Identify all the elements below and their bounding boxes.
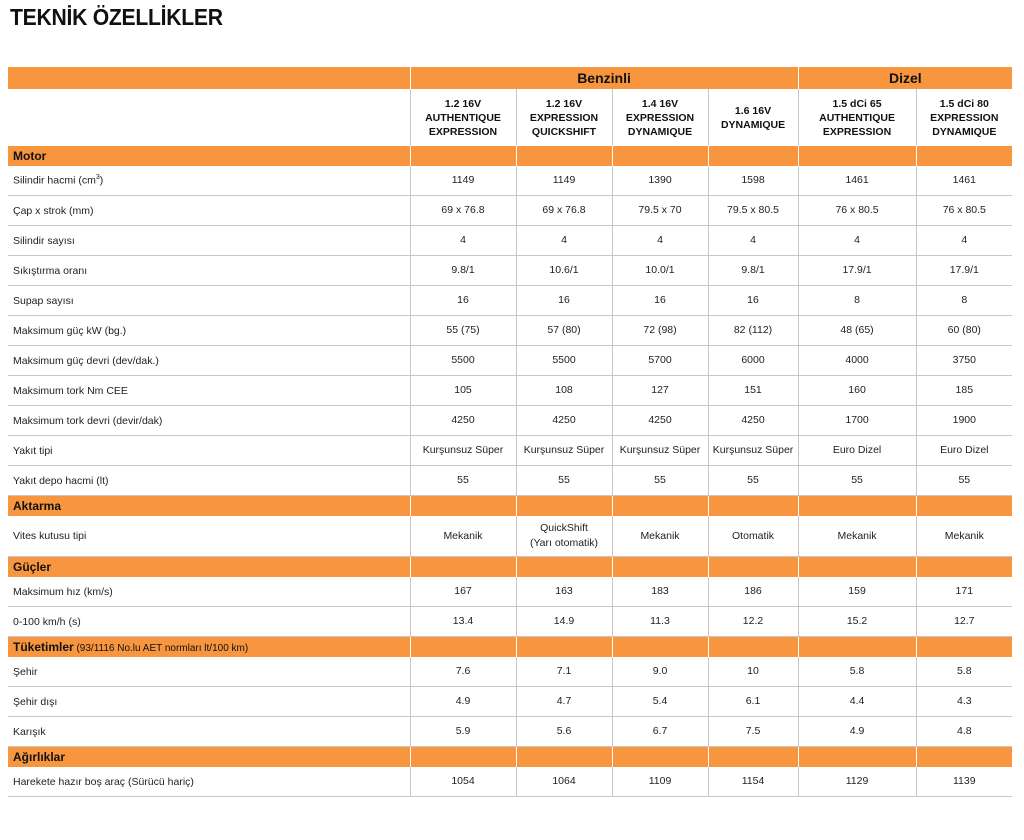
spec-label: Harekete hazır boş araç (Sürücü hariç) bbox=[13, 775, 194, 788]
spec-label-superscript: 3 bbox=[95, 174, 100, 182]
section-fill bbox=[916, 747, 1012, 768]
spec-value: 1149 bbox=[516, 166, 612, 196]
spec-value: 4.9 bbox=[410, 687, 516, 717]
spec-value: 4.9 bbox=[798, 717, 916, 747]
spec-value: Kurşunsuz Süper bbox=[612, 436, 708, 466]
spec-value: 55 bbox=[798, 466, 916, 496]
section-label: Aktarma bbox=[13, 499, 62, 513]
spec-label-cell bbox=[8, 376, 410, 406]
section-fill bbox=[798, 747, 916, 768]
spec-value: 55 bbox=[708, 466, 798, 496]
spec-value: 1461 bbox=[916, 166, 1012, 196]
spec-row bbox=[8, 196, 1012, 226]
page-title: TEKNİK ÖZELLİKLER bbox=[10, 4, 223, 30]
section-fill bbox=[708, 557, 798, 578]
spec-label-cell bbox=[8, 196, 410, 226]
spec-label-cell bbox=[8, 687, 410, 717]
spec-value: 1129 bbox=[798, 767, 916, 797]
spec-label: Maksimum tork devri (devir/dak) bbox=[13, 414, 163, 427]
spec-row bbox=[8, 346, 1012, 376]
spec-value: 4 bbox=[798, 226, 916, 256]
spec-value: 1064 bbox=[516, 767, 612, 797]
model-header-4: 1.6 16V DYNAMIQUE bbox=[708, 89, 798, 146]
spec-label-cell bbox=[8, 436, 410, 466]
section-fill bbox=[612, 496, 708, 517]
section-fill bbox=[916, 496, 1012, 517]
section-label: Tüketimler bbox=[13, 640, 74, 654]
spec-value: 9.0 bbox=[612, 657, 708, 687]
group-blank bbox=[8, 67, 410, 89]
spec-row bbox=[8, 466, 1012, 496]
spec-value: 151 bbox=[708, 376, 798, 406]
spec-value: 4250 bbox=[516, 406, 612, 436]
spec-value: 1109 bbox=[612, 767, 708, 797]
spec-value: 4250 bbox=[612, 406, 708, 436]
section-fill bbox=[516, 146, 612, 166]
section-fill bbox=[612, 146, 708, 166]
section-title bbox=[8, 747, 410, 768]
spec-value: 1390 bbox=[612, 166, 708, 196]
spec-value: Mekanik bbox=[410, 516, 516, 557]
section-label: Motor bbox=[13, 149, 47, 163]
section-fill bbox=[410, 747, 516, 768]
spec-value: 5.9 bbox=[410, 717, 516, 747]
section-title bbox=[8, 557, 410, 578]
spec-value: 1598 bbox=[708, 166, 798, 196]
spec-value: 4.8 bbox=[916, 717, 1012, 747]
section-fill bbox=[612, 557, 708, 578]
spec-row bbox=[8, 657, 1012, 687]
model-header-3: 1.4 16V EXPRESSION DYNAMIQUE bbox=[612, 89, 708, 146]
spec-label-cell bbox=[8, 607, 410, 637]
spec-value: 108 bbox=[516, 376, 612, 406]
spec-value: 1154 bbox=[708, 767, 798, 797]
spec-value: 48 (65) bbox=[798, 316, 916, 346]
section-label: Ağırlıklar bbox=[13, 750, 66, 764]
section-fill bbox=[798, 146, 916, 166]
spec-value: 5.6 bbox=[516, 717, 612, 747]
model-header-5: 1.5 dCi 65 AUTHENTIQUE EXPRESSION bbox=[798, 89, 916, 146]
spec-row bbox=[8, 406, 1012, 436]
spec-row bbox=[8, 687, 1012, 717]
spec-row bbox=[8, 376, 1012, 406]
spec-value: 4 bbox=[410, 226, 516, 256]
petrol-group-header: Benzinli bbox=[410, 67, 798, 89]
spec-value: 1054 bbox=[410, 767, 516, 797]
spec-label: Şehir dışı bbox=[13, 695, 58, 708]
spec-value: 4.3 bbox=[916, 687, 1012, 717]
spec-value: 10.6/1 bbox=[516, 256, 612, 286]
spec-row bbox=[8, 226, 1012, 256]
spec-label: Yakıt tipi bbox=[13, 444, 53, 457]
spec-row bbox=[8, 767, 1012, 797]
spec-body bbox=[8, 146, 1012, 797]
section-fill bbox=[410, 146, 516, 166]
spec-label-cell bbox=[8, 256, 410, 286]
model-header-1: 1.2 16V AUTHENTIQUE EXPRESSION bbox=[410, 89, 516, 146]
spec-value: 105 bbox=[410, 376, 516, 406]
spec-value: 6.1 bbox=[708, 687, 798, 717]
section-fill bbox=[916, 637, 1012, 658]
spec-value: 9.8/1 bbox=[410, 256, 516, 286]
spec-label: Sıkıştırma oranı bbox=[13, 264, 88, 277]
spec-value: Mekanik bbox=[916, 516, 1012, 557]
spec-value: 8 bbox=[798, 286, 916, 316]
fuel-group-row bbox=[8, 67, 1012, 89]
spec-value: 16 bbox=[612, 286, 708, 316]
spec-value: 4.7 bbox=[516, 687, 612, 717]
spec-value: 6000 bbox=[708, 346, 798, 376]
spec-value: 5700 bbox=[612, 346, 708, 376]
spec-value: 159 bbox=[798, 577, 916, 607]
spec-label: Çap x strok (mm) bbox=[13, 204, 94, 217]
spec-value: 55 bbox=[410, 466, 516, 496]
model-header-row bbox=[8, 89, 1012, 146]
spec-value: 5500 bbox=[516, 346, 612, 376]
spec-value: 3750 bbox=[916, 346, 1012, 376]
spec-row bbox=[8, 577, 1012, 607]
spec-value: 76 x 80.5 bbox=[916, 196, 1012, 226]
spec-value: 4 bbox=[516, 226, 612, 256]
spec-label: Maksimum hız (km/s) bbox=[13, 585, 113, 598]
spec-value: 57 (80) bbox=[516, 316, 612, 346]
spec-value: 7.5 bbox=[708, 717, 798, 747]
section-row bbox=[8, 146, 1012, 166]
spec-value: 5500 bbox=[410, 346, 516, 376]
spec-value: 7.1 bbox=[516, 657, 612, 687]
section-fill bbox=[798, 637, 916, 658]
spec-value: 15.2 bbox=[798, 607, 916, 637]
spec-label-cell bbox=[8, 346, 410, 376]
spec-label: Silindir hacmi (cm bbox=[13, 174, 96, 187]
spec-value: 163 bbox=[516, 577, 612, 607]
spec-value: 171 bbox=[916, 577, 1012, 607]
spec-value: 55 (75) bbox=[410, 316, 516, 346]
section-title bbox=[8, 637, 410, 658]
spec-label-cell bbox=[8, 406, 410, 436]
section-row bbox=[8, 496, 1012, 517]
spec-value: 55 bbox=[612, 466, 708, 496]
spec-row bbox=[8, 717, 1012, 747]
spec-value: 6.7 bbox=[612, 717, 708, 747]
spec-row bbox=[8, 516, 1012, 557]
spec-value: 1900 bbox=[916, 406, 1012, 436]
section-note: (93/1116 No.lu AET normları lt/100 km) bbox=[73, 643, 249, 654]
spec-value: 7.6 bbox=[410, 657, 516, 687]
spec-value: 72 (98) bbox=[612, 316, 708, 346]
section-fill bbox=[410, 557, 516, 578]
spec-value: 12.2 bbox=[708, 607, 798, 637]
spec-value: Kurşunsuz Süper bbox=[516, 436, 612, 466]
section-fill bbox=[708, 637, 798, 658]
section-title bbox=[8, 146, 410, 166]
spec-label: Maksimum güç kW (bg.) bbox=[13, 324, 127, 337]
spec-label: Vites kutusu tipi bbox=[13, 530, 87, 542]
section-fill bbox=[612, 637, 708, 658]
model-header-6: 1.5 dCi 80 EXPRESSION DYNAMIQUE bbox=[916, 89, 1012, 146]
section-fill bbox=[410, 637, 516, 658]
spec-label: Maksimum tork Nm CEE bbox=[13, 384, 128, 397]
spec-value: 185 bbox=[916, 376, 1012, 406]
spec-label-cell bbox=[8, 767, 410, 797]
spec-value: Kurşunsuz Süper bbox=[410, 436, 516, 466]
spec-table bbox=[8, 67, 1012, 797]
spec-label-cell bbox=[8, 286, 410, 316]
spec-value: 14.9 bbox=[516, 607, 612, 637]
spec-value: Euro Dizel bbox=[798, 436, 916, 466]
spec-row bbox=[8, 166, 1012, 196]
spec-value: 5.8 bbox=[798, 657, 916, 687]
spec-label: Supap sayısı bbox=[13, 294, 74, 307]
spec-value: 11.3 bbox=[612, 607, 708, 637]
spec-value: 69 x 76.8 bbox=[410, 196, 516, 226]
spec-value: 4 bbox=[612, 226, 708, 256]
spec-label: Şehir bbox=[13, 665, 38, 678]
spec-row bbox=[8, 316, 1012, 346]
spec-row bbox=[8, 286, 1012, 316]
section-fill bbox=[798, 496, 916, 517]
model-header-blank bbox=[8, 89, 410, 146]
spec-value: 10.0/1 bbox=[612, 256, 708, 286]
section-fill bbox=[516, 557, 612, 578]
spec-value: Euro Dizel bbox=[916, 436, 1012, 466]
spec-value: 4.4 bbox=[798, 687, 916, 717]
spec-value: 4250 bbox=[410, 406, 516, 436]
spec-label-cell bbox=[8, 316, 410, 346]
section-fill bbox=[516, 747, 612, 768]
spec-label-cell bbox=[8, 226, 410, 256]
spec-value: 12.7 bbox=[916, 607, 1012, 637]
spec-value: Otomatik bbox=[708, 516, 798, 557]
section-title bbox=[8, 496, 410, 517]
spec-value: 16 bbox=[410, 286, 516, 316]
spec-value: 60 (80) bbox=[916, 316, 1012, 346]
spec-value: Mekanik bbox=[612, 516, 708, 557]
section-fill bbox=[516, 496, 612, 517]
spec-label-cell bbox=[8, 466, 410, 496]
section-fill bbox=[916, 146, 1012, 166]
section-fill bbox=[612, 747, 708, 768]
spec-row bbox=[8, 436, 1012, 466]
spec-value: 79.5 x 80.5 bbox=[708, 196, 798, 226]
section-fill bbox=[708, 747, 798, 768]
section-fill bbox=[410, 496, 516, 517]
section-label: Güçler bbox=[13, 560, 52, 574]
spec-value: Mekanik bbox=[798, 516, 916, 557]
spec-label-cell bbox=[8, 717, 410, 747]
spec-value: 1700 bbox=[798, 406, 916, 436]
spec-label: Karışık bbox=[13, 725, 46, 738]
spec-value: QuickShift (Yarı otomatik) bbox=[516, 516, 612, 557]
spec-value: 5.4 bbox=[612, 687, 708, 717]
section-row bbox=[8, 747, 1012, 768]
section-fill bbox=[708, 146, 798, 166]
spec-label: Maksimum güç devri (dev/dak.) bbox=[13, 354, 159, 367]
spec-value: 55 bbox=[916, 466, 1012, 496]
section-fill bbox=[516, 637, 612, 658]
spec-value: 55 bbox=[516, 466, 612, 496]
spec-label-cell bbox=[8, 657, 410, 687]
spec-value: 16 bbox=[708, 286, 798, 316]
model-header-2: 1.2 16V EXPRESSION QUICKSHIFT bbox=[516, 89, 612, 146]
spec-label-cell bbox=[8, 516, 410, 557]
spec-value: Kurşunsuz Süper bbox=[708, 436, 798, 466]
spec-value: 76 x 80.5 bbox=[798, 196, 916, 226]
spec-value: 160 bbox=[798, 376, 916, 406]
spec-label: Yakıt depo hacmi (lt) bbox=[13, 474, 109, 487]
spec-value: 69 x 76.8 bbox=[516, 196, 612, 226]
spec-value: 167 bbox=[410, 577, 516, 607]
section-row bbox=[8, 557, 1012, 578]
spec-value: 13.4 bbox=[410, 607, 516, 637]
section-fill bbox=[798, 557, 916, 578]
spec-value: 9.8/1 bbox=[708, 256, 798, 286]
spec-value: 183 bbox=[612, 577, 708, 607]
diesel-group-header: Dizel bbox=[798, 67, 1012, 89]
spec-value: 1149 bbox=[410, 166, 516, 196]
spec-value: 79.5 x 70 bbox=[612, 196, 708, 226]
spec-value: 16 bbox=[516, 286, 612, 316]
spec-value: 10 bbox=[708, 657, 798, 687]
spec-label: 0-100 km/h (s) bbox=[13, 615, 81, 628]
spec-value: 5.8 bbox=[916, 657, 1012, 687]
spec-value: 4250 bbox=[708, 406, 798, 436]
spec-row bbox=[8, 607, 1012, 637]
spec-label-cell bbox=[8, 577, 410, 607]
spec-row bbox=[8, 256, 1012, 286]
spec-value: 127 bbox=[612, 376, 708, 406]
spec-value: 82 (112) bbox=[708, 316, 798, 346]
spec-value: 8 bbox=[916, 286, 1012, 316]
section-fill bbox=[916, 557, 1012, 578]
section-fill bbox=[708, 496, 798, 517]
spec-value: 17.9/1 bbox=[798, 256, 916, 286]
spec-value: 4 bbox=[916, 226, 1012, 256]
spec-value: 17.9/1 bbox=[916, 256, 1012, 286]
section-row bbox=[8, 637, 1012, 658]
spec-value: 1461 bbox=[798, 166, 916, 196]
spec-value: 186 bbox=[708, 577, 798, 607]
spec-label: Silindir sayısı bbox=[13, 234, 75, 247]
spec-label-cell bbox=[8, 166, 410, 196]
spec-value: 4000 bbox=[798, 346, 916, 376]
spec-value: 4 bbox=[708, 226, 798, 256]
spec-label-suffix: ) bbox=[99, 174, 104, 187]
spec-value: 1139 bbox=[916, 767, 1012, 797]
